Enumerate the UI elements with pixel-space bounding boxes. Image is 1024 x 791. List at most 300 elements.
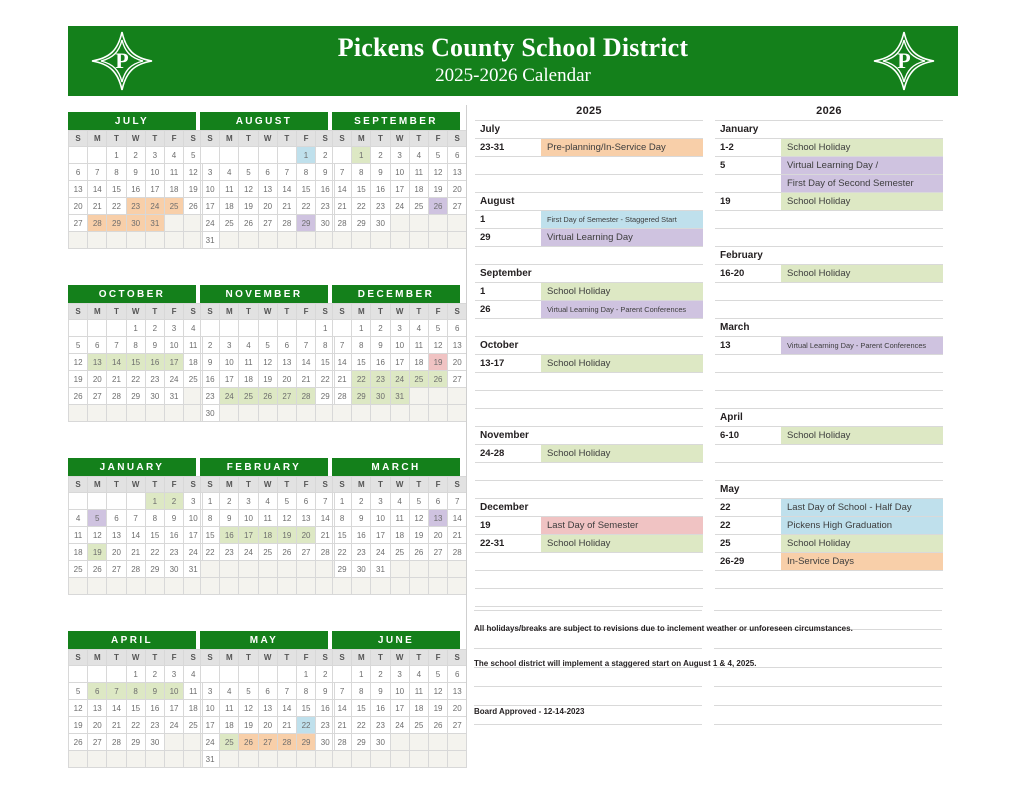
calendar-day-cell: 13 [448, 337, 467, 354]
event-month-row [715, 318, 943, 336]
calendar-day-cell: 14 [316, 510, 335, 527]
calendar-day-cell: 13 [296, 510, 315, 527]
note-rule-cell [714, 686, 942, 705]
calendar-day-cell: 16 [126, 181, 145, 198]
calendar-day-cell: 12 [277, 510, 296, 527]
calendar-day-cell: 20 [107, 544, 126, 561]
calendar-day-cell: 2 [371, 320, 390, 337]
calendar-day-cell: 21 [333, 198, 352, 215]
calendar-day-cell: 19 [428, 181, 447, 198]
calendar-day-cell: 11 [258, 510, 277, 527]
month-calendar-table [68, 476, 203, 595]
calendar-day-cell: 24 [220, 388, 239, 405]
calendar-empty-cell [258, 147, 277, 164]
calendar-day-cell: 7 [277, 683, 296, 700]
calendar-week-row [333, 147, 467, 164]
calendar-day-cell: 13 [428, 510, 447, 527]
calendar-empty-cell [126, 493, 145, 510]
event-date: 16-20 [720, 268, 745, 279]
calendar-day-cell: 18 [239, 371, 258, 388]
calendar-week-row [201, 405, 335, 422]
calendar-day-cell: 29 [296, 734, 315, 751]
calendar-day-cell: 20 [69, 198, 88, 215]
calendar-day-cell: 24 [239, 544, 258, 561]
calendar-empty-cell [352, 405, 371, 422]
event-month-label: April [720, 412, 743, 423]
calendar-day-cell: 17 [390, 700, 409, 717]
calendar-empty-cell [164, 734, 183, 751]
event-blank-label [781, 373, 943, 390]
calendar-day-cell: 13 [258, 700, 277, 717]
event-row [475, 138, 703, 156]
event-blank-row [715, 462, 943, 480]
weekday-header: T [371, 650, 390, 666]
logo-letter-left: P [115, 48, 129, 73]
calendar-empty-cell [258, 320, 277, 337]
calendar-day-cell: 14 [277, 181, 296, 198]
event-month-label: November [480, 430, 529, 441]
calendar-day-cell: 24 [164, 717, 183, 734]
calendar-empty-cell [220, 232, 239, 249]
calendar-empty-cell [239, 578, 258, 595]
calendar-day-cell: 6 [88, 337, 107, 354]
calendar-empty-cell [277, 320, 296, 337]
weekday-header: F [296, 131, 315, 147]
note-rule-row [474, 724, 944, 743]
calendar-day-cell: 8 [316, 337, 335, 354]
event-blank-label [541, 391, 703, 408]
calendar-day-cell: 21 [277, 198, 296, 215]
calendar-day-cell: 26 [239, 734, 258, 751]
calendar-day-cell: 23 [371, 717, 390, 734]
calendar-empty-cell [277, 405, 296, 422]
event-date: 1-2 [720, 142, 734, 153]
year-heading-2026: 2026 [816, 105, 842, 117]
event-label: School Holiday [781, 265, 943, 282]
calendar-day-cell: 28 [277, 215, 296, 232]
calendar-day-cell: 18 [220, 717, 239, 734]
event-label: School Holiday [541, 283, 703, 300]
calendar-empty-cell [448, 215, 467, 232]
weekday-header: F [296, 650, 315, 666]
month-block [200, 631, 328, 783]
calendar-empty-cell [390, 405, 409, 422]
calendar-day-cell: 10 [184, 510, 203, 527]
calendar-empty-cell [107, 320, 126, 337]
event-month-spacer [781, 481, 943, 498]
calendar-day-cell: 13 [448, 683, 467, 700]
weekday-header: T [107, 304, 126, 320]
calendar-empty-cell [448, 734, 467, 751]
calendar-day-cell: 13 [258, 181, 277, 198]
calendar-empty-cell [390, 561, 409, 578]
weekday-header: T [239, 131, 258, 147]
calendar-week-row [201, 734, 335, 751]
calendar-day-cell: 28 [107, 388, 126, 405]
calendar-week-row [201, 700, 335, 717]
event-month-row [475, 192, 703, 210]
event-month-label: March [720, 322, 750, 333]
event-month-spacer [541, 121, 703, 138]
calendar-day-cell: 11 [239, 354, 258, 371]
weekday-header: F [428, 131, 447, 147]
calendar-day-cell: 22 [333, 544, 352, 561]
event-blank-row [715, 282, 943, 300]
calendar-day-cell: 27 [107, 561, 126, 578]
calendar-day-cell: 31 [371, 561, 390, 578]
event-row [475, 516, 703, 534]
calendar-week-row [201, 320, 335, 337]
calendar-day-cell: 4 [164, 147, 183, 164]
calendar-day-cell: 22 [201, 544, 220, 561]
month-calendar-table [200, 649, 335, 768]
month-name-header: JUNE [332, 631, 460, 649]
weekday-header: T [277, 477, 296, 493]
weekday-header: S [184, 304, 203, 320]
calendar-empty-cell [277, 147, 296, 164]
calendar-day-cell: 28 [333, 734, 352, 751]
calendar-week-row [201, 337, 335, 354]
calendar-empty-cell [201, 561, 220, 578]
month-name-header: MARCH [332, 458, 460, 476]
weekday-header: W [390, 650, 409, 666]
calendar-day-cell: 29 [126, 388, 145, 405]
calendar-day-cell: 15 [107, 181, 126, 198]
weekday-header: F [296, 304, 315, 320]
event-month-row [715, 408, 943, 426]
calendar-week-row [69, 371, 203, 388]
weekday-header: S [333, 650, 352, 666]
calendar-day-cell: 17 [145, 181, 164, 198]
calendar-day-cell: 12 [428, 337, 447, 354]
calendar-empty-cell [409, 751, 428, 768]
calendar-empty-cell [145, 578, 164, 595]
event-blank-label [541, 409, 703, 426]
event-blank-label [541, 247, 703, 264]
event-month-row [475, 498, 703, 516]
event-row [715, 192, 943, 210]
calendar-empty-cell [164, 578, 183, 595]
calendar-day-cell: 19 [69, 717, 88, 734]
calendar-day-cell: 21 [107, 371, 126, 388]
weekday-header: W [258, 477, 277, 493]
note-weather: All holidays/breaks are subject to revisions due to inclement weather or unforeseen circumstances. [474, 624, 853, 633]
calendar-day-cell: 19 [239, 717, 258, 734]
calendar-day-cell: 2 [201, 337, 220, 354]
calendar-day-cell: 3 [184, 493, 203, 510]
calendar-day-cell: 23 [352, 544, 371, 561]
calendar-day-cell: 21 [448, 527, 467, 544]
event-row [715, 174, 943, 192]
calendar-day-cell: 24 [390, 717, 409, 734]
calendar-day-cell: 26 [69, 388, 88, 405]
calendar-empty-cell [220, 320, 239, 337]
event-month-row [475, 336, 703, 354]
calendar-day-cell: 22 [126, 717, 145, 734]
calendar-week-row [333, 666, 467, 683]
calendar-day-cell: 11 [184, 337, 203, 354]
calendar-week-row [69, 147, 203, 164]
weekday-header: S [316, 477, 335, 493]
calendar-day-cell: 1 [333, 493, 352, 510]
weekday-header: S [333, 131, 352, 147]
calendar-day-cell: 17 [220, 371, 239, 388]
calendar-day-cell: 23 [371, 371, 390, 388]
calendar-week-row [333, 388, 467, 405]
weekday-header: T [371, 304, 390, 320]
calendar-empty-cell [371, 578, 390, 595]
calendar-day-cell: 4 [220, 683, 239, 700]
calendar-day-cell: 14 [333, 354, 352, 371]
calendar-week-row [333, 493, 467, 510]
calendar-empty-cell [333, 405, 352, 422]
calendar-empty-cell [409, 561, 428, 578]
event-month-spacer [781, 319, 943, 336]
calendar-day-cell: 12 [409, 510, 428, 527]
month-block [200, 285, 328, 437]
calendar-day-cell: 19 [428, 700, 447, 717]
calendar-day-cell: 15 [201, 527, 220, 544]
calendar-day-cell: 23 [145, 717, 164, 734]
calendar-day-cell: 1 [126, 666, 145, 683]
calendar-day-cell: 21 [126, 544, 145, 561]
calendar-day-cell: 20 [258, 717, 277, 734]
calendar-day-cell: 16 [352, 527, 371, 544]
calendar-day-cell: 8 [126, 337, 145, 354]
event-month-row [475, 264, 703, 282]
calendar-day-cell: 15 [145, 527, 164, 544]
calendar-day-cell: 19 [258, 371, 277, 388]
calendar-week-row [201, 510, 335, 527]
calendar-empty-cell [258, 232, 277, 249]
event-label: School Holiday [541, 355, 703, 372]
calendar-week-row [69, 751, 203, 768]
month-calendar-table [200, 303, 335, 422]
calendar-day-cell: 30 [371, 388, 390, 405]
calendar-day-cell: 7 [126, 510, 145, 527]
calendar-day-cell: 25 [220, 215, 239, 232]
month-block [332, 285, 460, 437]
note-rule-cell [714, 724, 942, 743]
calendar-empty-cell [371, 405, 390, 422]
calendar-day-cell: 5 [69, 683, 88, 700]
calendar-week-row [333, 215, 467, 232]
calendar-empty-cell [390, 215, 409, 232]
calendar-day-cell: 3 [201, 683, 220, 700]
calendar-day-cell: 10 [164, 683, 183, 700]
weekday-header: S [69, 304, 88, 320]
calendar-day-cell: 8 [352, 164, 371, 181]
month-name-header: JULY [68, 112, 196, 130]
calendar-day-cell: 5 [239, 164, 258, 181]
calendar-day-cell: 12 [88, 527, 107, 544]
calendar-week-row [201, 683, 335, 700]
calendar-day-cell: 18 [184, 700, 203, 717]
month-name-header: DECEMBER [332, 285, 460, 303]
calendar-empty-cell [409, 734, 428, 751]
event-blank-date [715, 391, 781, 408]
event-month-label: July [480, 124, 501, 135]
month-block [68, 112, 196, 264]
calendar-day-cell: 6 [258, 164, 277, 181]
calendar-week-row [333, 527, 467, 544]
month-block [332, 631, 460, 783]
calendar-week-row [333, 371, 467, 388]
event-row [715, 516, 943, 534]
event-month-row [475, 120, 703, 138]
calendar-empty-cell [296, 232, 315, 249]
event-blank-row [475, 462, 703, 480]
weekday-header: S [448, 304, 467, 320]
calendar-day-cell: 4 [220, 164, 239, 181]
event-label: First Day of Semester - Staggered Start [541, 211, 703, 228]
event-blank-row [475, 246, 703, 264]
calendar-empty-cell [277, 751, 296, 768]
event-blank-label [541, 373, 703, 390]
calendar-week-row [201, 561, 335, 578]
calendar-empty-cell [333, 320, 352, 337]
calendar-day-cell: 10 [201, 700, 220, 717]
calendar-day-cell: 10 [145, 164, 164, 181]
calendar-week-row [333, 700, 467, 717]
event-month-spacer [541, 337, 703, 354]
calendar-day-cell: 18 [409, 700, 428, 717]
calendar-day-cell: 4 [409, 320, 428, 337]
calendar-day-cell: 23 [316, 198, 335, 215]
calendar-day-cell: 26 [258, 388, 277, 405]
weekday-header: T [409, 650, 428, 666]
calendar-empty-cell [333, 232, 352, 249]
event-date: 25 [720, 538, 731, 549]
calendar-day-cell: 5 [69, 337, 88, 354]
calendar-week-row [333, 232, 467, 249]
calendar-day-cell: 4 [390, 493, 409, 510]
event-blank-row [475, 570, 703, 588]
calendar-day-cell: 21 [107, 717, 126, 734]
calendar-empty-cell [448, 751, 467, 768]
event-blank-date [715, 283, 781, 300]
events-list-2025 [475, 120, 703, 607]
calendar-day-cell: 26 [239, 215, 258, 232]
event-label: School Holiday [541, 535, 703, 552]
calendar-day-cell: 15 [352, 181, 371, 198]
weekday-header: F [428, 477, 447, 493]
calendar-empty-cell [333, 578, 352, 595]
calendar-day-cell: 18 [184, 354, 203, 371]
event-date: 19 [480, 520, 491, 531]
calendar-day-cell: 10 [164, 337, 183, 354]
month-name-header: NOVEMBER [200, 285, 328, 303]
calendar-day-cell: 9 [145, 337, 164, 354]
event-month-label: February [720, 250, 763, 261]
event-blank-row [715, 570, 943, 589]
calendar-empty-cell [220, 405, 239, 422]
weekday-header: S [448, 131, 467, 147]
event-blank-label [541, 157, 703, 174]
calendar-day-cell: 30 [371, 215, 390, 232]
calendar-empty-cell [390, 232, 409, 249]
calendar-empty-cell [428, 232, 447, 249]
calendar-day-cell: 11 [409, 164, 428, 181]
calendar-day-cell: 22 [296, 198, 315, 215]
event-label: Pre-planning/In-Service Day [541, 139, 703, 156]
event-blank-row [475, 156, 703, 174]
event-blank-date [715, 571, 781, 588]
calendar-day-cell: 7 [88, 164, 107, 181]
calendar-day-cell: 16 [220, 527, 239, 544]
event-row [715, 552, 943, 570]
calendar-day-cell: 15 [296, 700, 315, 717]
event-blank-label [541, 463, 703, 480]
calendar-day-cell: 8 [352, 683, 371, 700]
events-list-2026 [715, 120, 943, 589]
calendar-week-row [201, 751, 335, 768]
calendar-day-cell: 15 [126, 354, 145, 371]
calendar-week-row [69, 232, 203, 249]
calendar-week-row [69, 734, 203, 751]
calendar-day-cell: 26 [428, 371, 447, 388]
month-calendar-table [332, 649, 467, 768]
calendar-week-row [333, 734, 467, 751]
calendar-week-row [201, 354, 335, 371]
district-logo-left [90, 30, 154, 92]
calendar-day-cell: 16 [145, 700, 164, 717]
calendar-week-row [69, 717, 203, 734]
weekday-header: S [201, 131, 220, 147]
calendar-day-cell: 7 [107, 683, 126, 700]
calendar-day-cell: 21 [277, 717, 296, 734]
calendar-empty-cell [69, 232, 88, 249]
month-calendar-table [332, 476, 467, 595]
calendar-day-cell: 19 [409, 527, 428, 544]
calendar-day-cell: 17 [390, 354, 409, 371]
calendar-day-cell: 5 [428, 147, 447, 164]
calendar-empty-cell [107, 751, 126, 768]
calendar-day-cell: 1 [201, 493, 220, 510]
calendar-empty-cell [390, 751, 409, 768]
calendar-empty-cell [258, 578, 277, 595]
calendar-day-cell: 30 [201, 405, 220, 422]
event-blank-date [715, 355, 781, 372]
weekday-header: T [409, 477, 428, 493]
calendar-week-row [69, 388, 203, 405]
event-row [715, 156, 943, 174]
note-board-approved: Board Approved - 12-14-2023 [474, 707, 585, 716]
weekday-header: T [107, 131, 126, 147]
calendar-empty-cell [258, 666, 277, 683]
event-month-spacer [541, 427, 703, 444]
event-date: 19 [720, 196, 731, 207]
calendar-day-cell: 28 [88, 215, 107, 232]
calendar-day-cell: 30 [164, 561, 183, 578]
month-calendar-table [332, 130, 467, 249]
calendar-empty-cell [333, 666, 352, 683]
calendar-day-cell: 6 [69, 164, 88, 181]
calendar-day-cell: 11 [409, 683, 428, 700]
calendar-week-row [333, 683, 467, 700]
calendar-week-row [69, 337, 203, 354]
calendar-day-cell: 5 [277, 493, 296, 510]
events-column-2025 [475, 105, 703, 607]
calendar-empty-cell [296, 405, 315, 422]
weekday-header: M [88, 304, 107, 320]
month-block [68, 631, 196, 783]
event-blank-date [715, 229, 781, 246]
calendar-day-cell: 14 [448, 510, 467, 527]
calendar-day-cell: 27 [296, 544, 315, 561]
calendar-week-row [333, 717, 467, 734]
calendar-day-cell: 31 [201, 751, 220, 768]
